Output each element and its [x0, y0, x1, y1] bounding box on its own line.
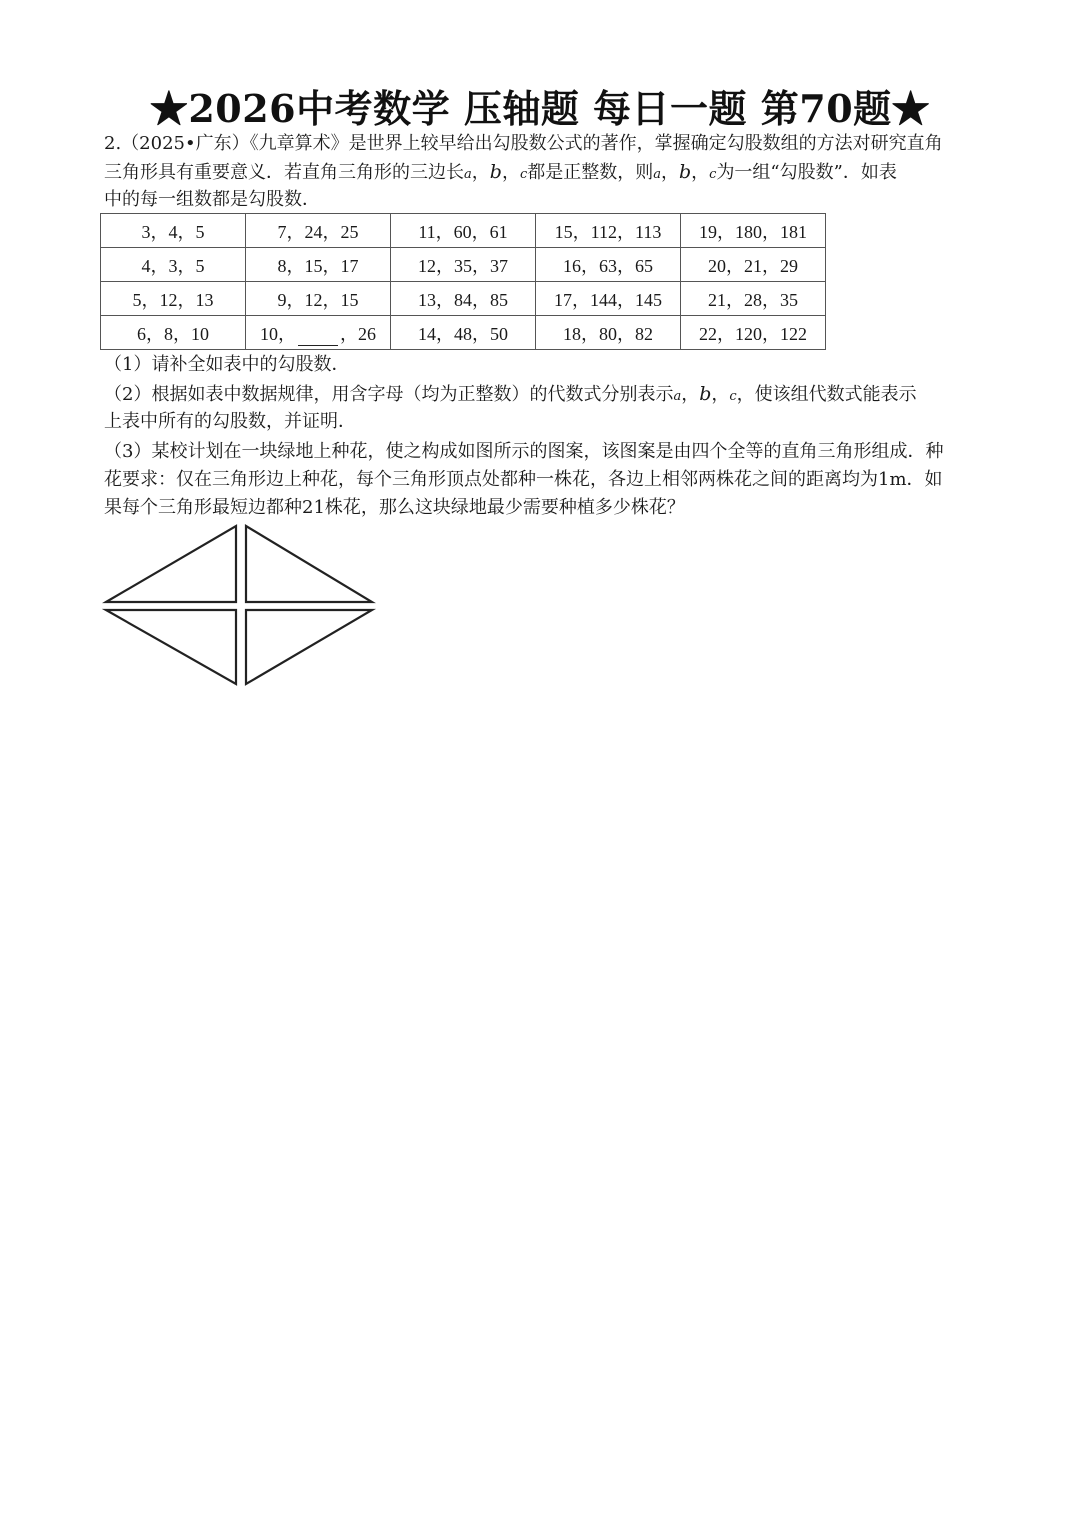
page-title: ★2026中考数学 压轴题 每日一题 第70题★ — [149, 86, 931, 131]
table-cell: 21，28，35 — [681, 282, 826, 316]
question-2-line-2: 上表中所有的勾股数，并证明． — [104, 411, 356, 432]
problem-line-3: 中的每一组数都是勾股数． — [104, 189, 320, 210]
problem-statement — [104, 130, 979, 214]
answer-blank — [298, 327, 338, 346]
table-cell: 16，63，65 — [536, 248, 681, 282]
table-cell: 14，48，50 — [391, 316, 536, 350]
question-3-line-1: （3）某校计划在一块绿地上种花，使之构成如图所示的图案，该图案是由四个全等的直角三角形组成．种 — [104, 441, 944, 462]
table-cell: 19，180，181 — [681, 214, 826, 248]
table-cell: 15，112，113 — [536, 214, 681, 248]
table-cell: 9，12，15 — [246, 282, 391, 316]
table-cell: 22，120，122 — [681, 316, 826, 350]
table-cell: 5，12，13 — [101, 282, 246, 316]
table-cell: 7，24，25 — [246, 214, 391, 248]
triangle-bottom-right — [246, 610, 372, 684]
triangle-top-right — [246, 526, 372, 602]
table-cell: 8，15，17 — [246, 248, 391, 282]
table-cell: 20，21，29 — [681, 248, 826, 282]
questions — [104, 351, 979, 522]
question-3-line-3: 果每个三角形最短边都种21株花，那么这块绿地最少需要种植多少株花？ — [104, 497, 685, 518]
problem-line-2: 三角形具有重要意义．若直角三角形的三边长a，b，c都是正整数，则a，b，c为一组“勾股数”．如表 — [104, 161, 897, 183]
table-cell-blank: 10， ，26 — [246, 316, 391, 350]
table-cell: 12，35，37 — [391, 248, 536, 282]
pythagorean-triples-table — [100, 213, 826, 350]
table-cell: 11，60，61 — [391, 214, 536, 248]
triangle-top-left — [106, 526, 236, 602]
four-triangles-figure — [102, 522, 380, 690]
table-cell: 4，3，5 — [101, 248, 246, 282]
question-2-line-1: （2）根据如表中数据规律，用含字母（均为正整数）的代数式分别表示a，b，c，使该组代数式能表示 — [104, 383, 917, 405]
question-1: （1）请补全如表中的勾股数． — [104, 354, 350, 375]
table-cell: 6，8，10 — [101, 316, 246, 350]
problem-line-1: 2.（2025•广东）《九章算术》是世界上较早给出勾股数公式的著作，掌握确定勾股数组的方法对研究直角 — [104, 133, 943, 154]
table-row — [101, 248, 826, 282]
table-row — [101, 282, 826, 316]
table-cell: 3，4，5 — [101, 214, 246, 248]
triangle-bottom-left — [106, 610, 236, 684]
table-row — [101, 316, 826, 350]
table-cell: 17，144，145 — [536, 282, 681, 316]
table-row — [101, 214, 826, 248]
question-3-line-2: 花要求：仅在三角形边上种花，每个三角形顶点处都种一株花，各边上相邻两株花之间的距离均为1m．如 — [104, 469, 943, 490]
table-cell: 13，84，85 — [391, 282, 536, 316]
table-cell: 18，80，82 — [536, 316, 681, 350]
